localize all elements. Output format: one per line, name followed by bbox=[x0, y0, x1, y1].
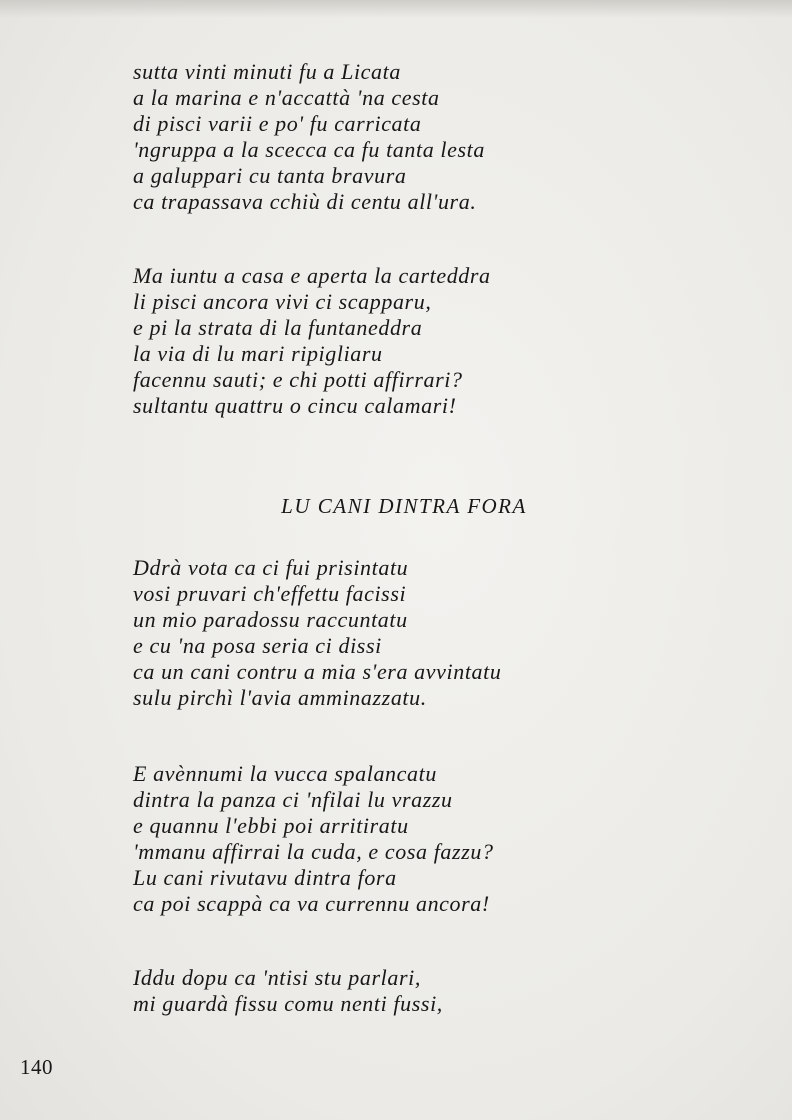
verse-line: 'mmanu affirrai la cuda, e cosa fazzu? bbox=[133, 839, 494, 864]
verse-line: ca poi scappà ca va currennu ancora! bbox=[133, 891, 490, 916]
verse-line: un mio paradossu raccuntatu bbox=[133, 607, 408, 632]
stanza-1 bbox=[133, 59, 485, 215]
verse-line: sultantu quattru o cincu calamari! bbox=[133, 393, 457, 418]
verse-line: facennu sauti; e chi potti affirrari? bbox=[133, 367, 463, 392]
verse-line: di pisci varii e po' fu carricata bbox=[133, 111, 422, 136]
verse-line: a la marina e n'accattà 'na cesta bbox=[133, 85, 440, 110]
verse-line: li pisci ancora vivi ci scapparu, bbox=[133, 289, 432, 314]
verse-line: e quannu l'ebbi poi arritiratu bbox=[133, 813, 409, 838]
stanza-2 bbox=[133, 263, 491, 419]
verse-line: Ddrà vota ca ci fui prisintatu bbox=[133, 555, 409, 580]
page-number: 140 bbox=[20, 1055, 53, 1079]
stanza-5 bbox=[133, 965, 443, 1017]
verse-line: la via di lu mari ripigliaru bbox=[133, 341, 383, 366]
verse-line: dintra la panza ci 'nfilai lu vrazzu bbox=[133, 787, 453, 812]
verse-line: sulu pirchì l'avia amminazzatu. bbox=[133, 685, 427, 710]
stanza-3 bbox=[133, 555, 501, 711]
verse-line: E avènnumi la vucca spalancatu bbox=[133, 761, 437, 786]
verse-line: e cu 'na posa seria ci dissi bbox=[133, 633, 382, 658]
verse-line: mi guardà fissu comu nenti fussi, bbox=[133, 991, 443, 1016]
verse-line: e pi la strata di la funtaneddra bbox=[133, 315, 423, 340]
verse-line: Ma iuntu a casa e aperta la carteddra bbox=[133, 263, 491, 288]
verse-line: ca un cani contru a mia s'era avvintatu bbox=[133, 659, 502, 684]
poem-title: LU CANI DINTRA FORA bbox=[281, 494, 527, 518]
verse-line: Iddu dopu ca 'ntisi stu parlari, bbox=[133, 965, 421, 990]
verse-line: a galuppari cu tanta bravura bbox=[133, 163, 407, 188]
verse-line: ca trapassava cchiù di centu all'ura. bbox=[133, 189, 477, 214]
page-edge-shadow bbox=[0, 0, 792, 18]
verse-line: sutta vinti minuti fu a Licata bbox=[133, 59, 401, 84]
stanza-4 bbox=[133, 761, 494, 917]
verse-line: 'ngruppa a la scecca ca fu tanta lesta bbox=[133, 137, 485, 162]
verse-line: Lu cani rivutavu dintra fora bbox=[133, 865, 397, 890]
verse-line: vosi pruvari ch'effettu facissi bbox=[133, 581, 407, 606]
